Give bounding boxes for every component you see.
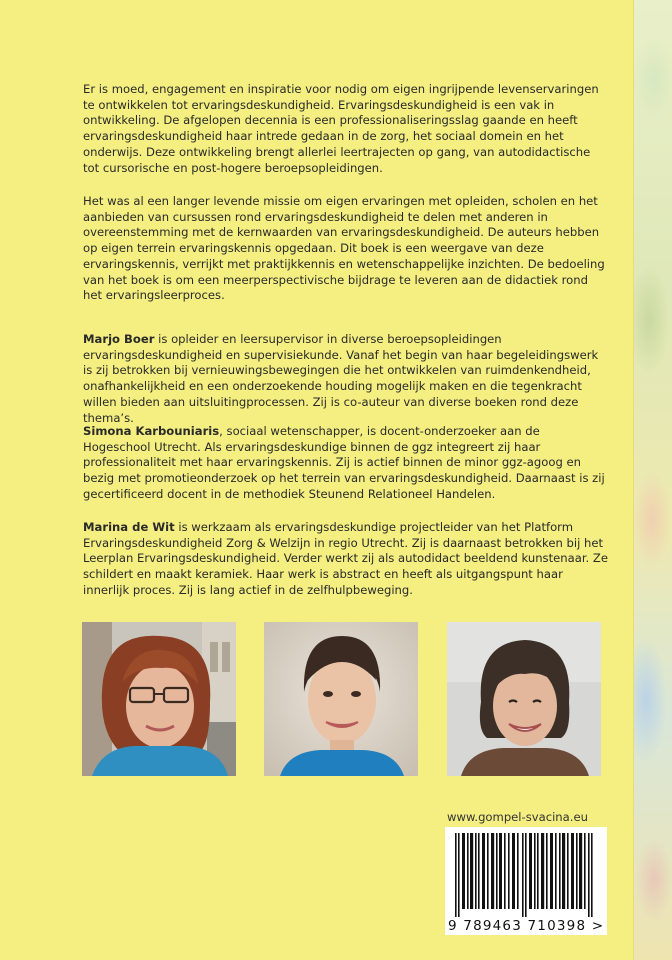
author-name: Marjo Boer <box>83 332 155 346</box>
author-photo-3 <box>447 622 601 776</box>
publisher-website: www.gompel-svacina.eu <box>447 810 588 824</box>
author-bio-2 <box>83 424 608 503</box>
author-bio-3 <box>83 520 608 599</box>
intro-text-2: Het was al een langer levende missie om eigen ervaringen met opleiden, scholen en het aanbieden van cursussen rond ervaringsdeskundigheid te delen met anderen in overeenstemming met de kernwaarden van ervaringsdeskundigheid. De auteurs hebben op eigen terrein ervaringskennis opgedaan. Dit boek is een weergave van deze ervaringskennis, verrijkt met praktijkkennis en wetenschappelijke inzichten. De bedoeling van het boek is om een meerperspectivische bijdrage te leveren aan de didactiek rond het ervaringsleerproces. <box>83 194 605 303</box>
author-bio-text: is werkzaam als ervaringsdeskundige projectleider van het Platform Ervaringsdeskundigheid Zorg & Welzijn in regio Utrecht. Zij is daarnaast betrokken bij het Leerplan Ervaringsdeskundigheid. Verder werkt zij als autodidact beeldend kunstenaar. Ze schildert en maakt keramiek. Haar werk is abstract en heeft als uitgangspunt haar innerlijk proces. Zij is lang actief in de zelfhulpbeweging. <box>83 520 608 597</box>
author-photo-2 <box>264 622 418 776</box>
author-bio-text: is opleider en leersupervisor in diverse beroepsopleidingen ervaringsdeskundigheid en supervisiekunde. Vanaf het begin van haar begeleidingswerk is zij betrokken bij vernieuwingsbewegingen die het ontwikkelen van ruimdenkendheid, onafhankelijkheid en een onderzoekende houding mogelijk maken en die tegenkracht willen bieden aan uitsluitingprocessen. Zij is co-auteur van diverse boeken rond deze thema’s. <box>83 332 599 425</box>
intro-paragraph-1 <box>83 82 608 176</box>
author-bio-1 <box>83 332 608 426</box>
intro-paragraph-2 <box>83 194 608 304</box>
author-bio-text: , sociaal wetenschapper, is docent-onderzoeker aan de Hogeschool Utrecht. Als ervaringsdeskundige binnen de ggz integreert zij haar professionaliteit met haar ervaringskennis. Zij is actief binnen de minor ggz-agoog en bezig met promotieonderzoek op het terrein van ervaringsdeskundigheid. Daarnaast is zij gecertificeerd docent in de methodiek Steunend Relationeel Handelen. <box>83 424 605 501</box>
isbn-digits: 9 789463 710398 > <box>448 918 605 934</box>
intro-text-1: Er is moed, engagement en inspiratie voor nodig om eigen ingrijpende levenservaringen te ontwikkelen tot ervaringsdeskundigheid. Ervaringsdeskundigheid is een vak in ontwikkeling. De afgelopen decennia is een professionaliseringsslag gaande en heeft ervaringsdeskundigheid haar intrede gedaan in de zorg, het sociaal domein en het onderwijs. Deze ontwikkeling brengt allerlei leertrajecten op gang, van autodidactische tot cursorische en post-hogere beroepsopleidingen. <box>83 82 599 175</box>
spine-artwork <box>634 0 672 960</box>
author-photo-1 <box>82 622 236 776</box>
author-name: Simona Karbouniaris <box>83 424 220 438</box>
author-name: Marina de Wit <box>83 520 175 534</box>
